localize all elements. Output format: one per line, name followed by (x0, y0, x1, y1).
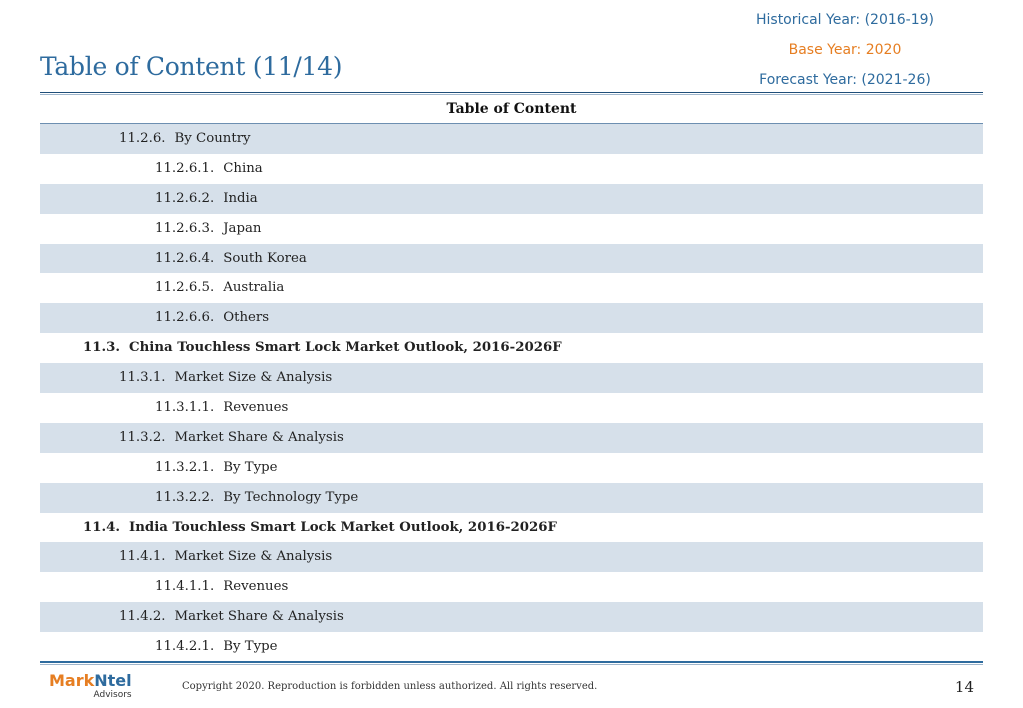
base-year: Base Year: 2020 (788, 42, 902, 58)
toc-entry-label: By Technology Type (223, 489, 359, 505)
toc-entry-label: By Type (223, 639, 278, 655)
toc-entry-number: 11.3.2.2. (155, 489, 215, 505)
toc-entry[interactable] (40, 542, 983, 572)
toc-entry[interactable] (40, 154, 983, 184)
logo-ntel: Ntel (94, 671, 132, 690)
toc-entry-number: 11.2.6.1. (155, 160, 215, 176)
toc-entry-number: 11.3. (83, 340, 121, 356)
toc-entry-number: 11.4.1. (119, 549, 166, 565)
toc-entry[interactable] (40, 393, 983, 423)
toc-entry[interactable] (40, 632, 983, 662)
toc-entry-label: Market Share & Analysis (174, 429, 344, 445)
toc-entry-number: 11.2.6.5. (155, 280, 215, 296)
toc-entry-number: 11.2.6.3. (155, 220, 215, 236)
footer-divider-secondary (40, 664, 983, 665)
toc-entry-number: 11.2.6.2. (155, 190, 215, 206)
toc-entry[interactable] (40, 244, 983, 274)
historical-year: Historical Year: (2016-19) (755, 12, 934, 28)
toc-entry[interactable] (40, 184, 983, 214)
page-title: Table of Content (11/14) (40, 52, 343, 81)
toc-entry-label: India Touchless Smart Lock Market Outlook, 2016-2026F (129, 519, 557, 535)
toc-entry-label: Australia (223, 280, 285, 296)
toc-entry[interactable] (40, 483, 983, 513)
toc-entry[interactable] (40, 214, 983, 244)
toc-entry[interactable] (40, 333, 983, 363)
toc-entry-number: 11.2.6.6. (155, 310, 215, 326)
logo-subtitle: Advisors (93, 690, 132, 700)
toc-entry-number: 11.3.2. (119, 429, 166, 445)
toc-entry-number: 11.3.1. (119, 370, 166, 386)
toc-entry-label: Revenues (223, 400, 289, 416)
toc-entry-label: China Touchless Smart Lock Market Outlook, 2016-2026F (129, 340, 562, 356)
footer-divider (40, 661, 983, 663)
toc-entry-number: 11.2.6.4. (155, 250, 215, 266)
logo-wordmark (49, 673, 132, 689)
toc-entry[interactable] (40, 572, 983, 602)
toc-entry[interactable] (40, 513, 983, 543)
title-divider (40, 92, 983, 93)
toc-list (40, 124, 983, 662)
toc-entry-label: By Type (223, 459, 278, 475)
toc-entry-label: Market Share & Analysis (174, 609, 344, 625)
toc-entry-number: 11.3.1.1. (155, 400, 215, 416)
toc-entry[interactable] (40, 124, 983, 154)
copyright-notice: Copyright 2020. Reproduction is forbidden unless authorized. All rights reserved. (182, 681, 598, 692)
toc-entry[interactable] (40, 303, 983, 333)
toc-entry-label: Others (223, 310, 270, 326)
toc-entry-label: Japan (223, 220, 262, 236)
page-number: 14 (954, 678, 974, 696)
toc-entry-label: Market Size & Analysis (174, 370, 333, 386)
toc-entry[interactable] (40, 423, 983, 453)
company-logo (49, 673, 132, 701)
toc-entry-number: 11.2.6. (119, 131, 166, 146)
toc-entry-label: South Korea (223, 250, 307, 266)
toc-entry-label: China (223, 160, 263, 176)
toc-heading: Table of Content (40, 95, 983, 124)
year-info (756, 8, 934, 98)
toc-entry-number: 11.4.2.1. (155, 639, 215, 655)
forecast-year: Forecast Year: (2021-26) (759, 72, 931, 88)
toc-entry-label: India (223, 190, 258, 206)
toc-entry-label: Market Size & Analysis (174, 549, 333, 565)
toc-entry[interactable] (40, 273, 983, 303)
toc-entry-label: By Country (174, 131, 251, 146)
toc-entry-number: 11.4.2. (119, 609, 166, 625)
toc-entry-label: Revenues (223, 579, 289, 595)
toc-entry-number: 11.4. (83, 519, 121, 535)
toc-entry-number: 11.3.2.1. (155, 459, 215, 475)
toc-entry[interactable] (40, 363, 983, 393)
toc-entry[interactable] (40, 453, 983, 483)
toc-entry[interactable] (40, 602, 983, 632)
logo-mark: Mark (49, 671, 95, 690)
toc-entry-number: 11.4.1.1. (155, 579, 215, 595)
